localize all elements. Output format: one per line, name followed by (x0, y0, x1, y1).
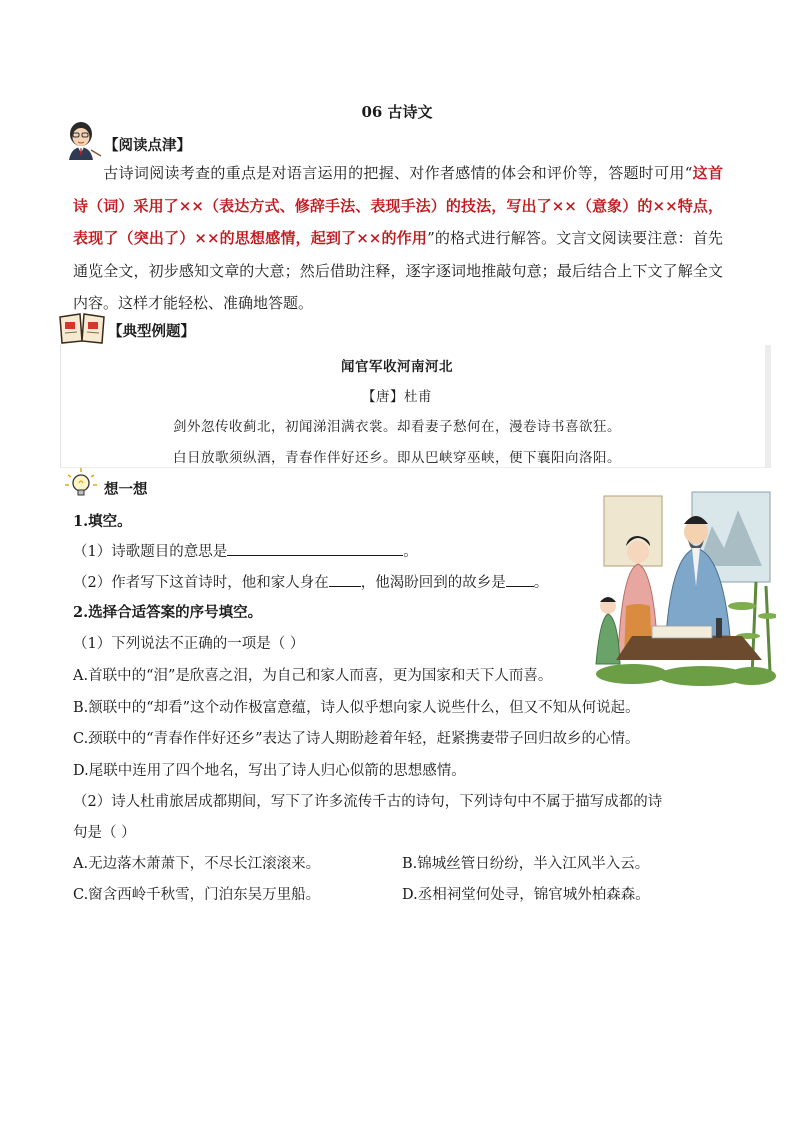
q2-heading: 2.选择合适答案的序号填空。 (73, 604, 263, 621)
answer-blank[interactable] (227, 543, 403, 556)
poem-line-2: 白日放歌须纵酒，青春作伴好还乡。即从巴峡穿巫峡，便下襄阳向洛阳。 (173, 450, 621, 466)
open-book-icon (58, 311, 106, 345)
q1-item-2 (73, 571, 548, 592)
option-2-b: B.锦城丝管日纷纷，半入江风半入云。 (402, 856, 650, 872)
reading-guide-text: 古诗词阅读考查的重点是对语言运用的把握、对作者感情的体会和评价等，答题时可用“ (103, 164, 693, 182)
q1-item-2-text-a: （2）作者写下这首诗时，他和家人身在 (73, 575, 329, 591)
answer-blank[interactable] (506, 574, 534, 587)
q2-sub-1: （1）下列说法不正确的一项是（ ） (73, 636, 305, 652)
reading-guide-label: 【阅读点津】 (104, 137, 191, 154)
page-title: 06 古诗文 (361, 103, 433, 121)
q1-heading: 1.填空。 (73, 513, 132, 530)
poem-author: 【唐】杜甫 (362, 389, 432, 405)
option-2-c: C.窗含西岭千秋雪，门泊东吴万里船。 (73, 887, 321, 903)
q1-item-2-text-b: ，他渴盼回到的故乡是 (360, 575, 506, 591)
example-label: 【典型例题】 (108, 323, 195, 340)
poem-title: 闻官军收河南河北 (341, 359, 453, 375)
option-2-d: D.丞相祠堂何处寻，锦官城外柏森森。 (402, 887, 650, 903)
q1-item-1-text: （1）诗歌题目的意思是 (73, 544, 228, 560)
answer-template-highlight: 这首诗（词）采用了××（表达方式、修辞手法、表现手法）的技法，写出了××（意象）的××特点，表现了（突出了）××的思想感情，起到了××的作用 (73, 164, 723, 248)
reading-guide-text: ”的格式进行解答。文言文阅读要注意：首先通览全文，初步感知文章的大意；然后借助注释，逐字逐词地推敲句意；最后结合上下文了解全文内容。这样才能轻松、准确地答题。 (73, 229, 723, 313)
q1-item-2-text-c: 。 (533, 575, 549, 591)
think-label: 想一想 (104, 481, 148, 498)
answer-blank[interactable] (329, 574, 361, 587)
q1-item-1-end: 。 (403, 544, 418, 560)
option-1-d: D.尾联中连用了四个地名，写出了诗人归心似箭的思想感情。 (73, 763, 466, 779)
teacher-avatar-icon (64, 120, 102, 160)
poem-line-1: 剑外忽传收蓟北，初闻涕泪满衣裳。却看妻子愁何在，漫卷诗书喜欲狂。 (173, 419, 621, 435)
reading-guide-paragraph (73, 157, 723, 320)
option-2-a: A.无边落木萧萧下，不尽长江滚滚来。 (73, 856, 321, 872)
q1-item-1 (73, 540, 418, 561)
lightbulb-icon (64, 467, 98, 501)
option-1-a: A.首联中的“泪”是欣喜之泪，为自己和家人而喜，更为国家和天下人而喜。 (73, 668, 553, 684)
option-1-c: C.颈联中的“青春作伴好还乡”表达了诗人期盼趁着年轻，赶紧携妻带子回归故乡的心情。 (73, 731, 640, 747)
q2-sub-2-line-2: 句是（ ） (73, 825, 136, 841)
q2-sub-2-line-1: （2）诗人杜甫旅居成都期间，写下了许多流传千古的诗句，下列诗句中不属于描写成都的诗 (73, 794, 663, 810)
family-illustration (592, 486, 776, 686)
option-1-b: B.颔联中的“却看”这个动作极富意蕴，诗人似乎想向家人说些什么，但又不知从何说起。 (73, 700, 640, 716)
